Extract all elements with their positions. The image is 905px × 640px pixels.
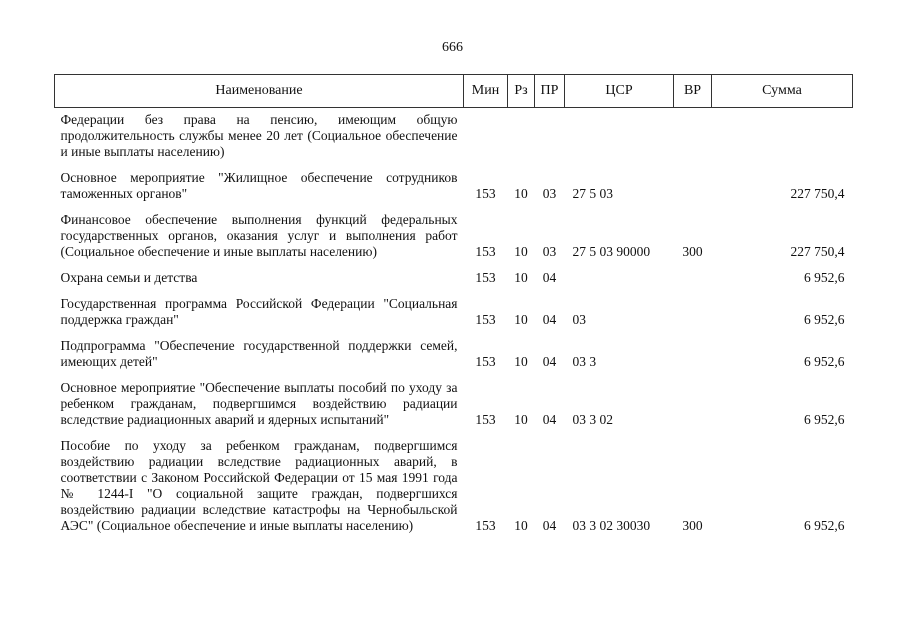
row-sum: 6 952,6 xyxy=(804,518,845,533)
row-csr: 03 3 02 xyxy=(572,412,613,427)
row-rz: 10 xyxy=(514,270,528,285)
row-sum: 6 952,6 xyxy=(804,412,845,427)
row-sum xyxy=(712,108,853,171)
row-pr: 04 xyxy=(542,312,557,327)
budget-table xyxy=(54,74,853,544)
table-row xyxy=(55,338,853,380)
row-sum: 227 750,4 xyxy=(790,244,845,259)
row-min xyxy=(464,108,508,171)
row-vr xyxy=(674,108,712,171)
row-min: 153 xyxy=(475,244,496,259)
row-csr: 03 3 xyxy=(572,354,597,369)
row-name: Охрана семьи и детства xyxy=(60,270,198,285)
row-pr: 04 xyxy=(542,412,557,427)
row-vr xyxy=(674,296,712,338)
row-csr: 27 5 03 xyxy=(572,186,613,201)
row-min: 153 xyxy=(475,312,496,327)
row-sum: 6 952,6 xyxy=(804,270,845,285)
row-pr xyxy=(535,108,565,171)
row-min: 153 xyxy=(475,412,496,427)
row-vr xyxy=(674,270,712,296)
row-vr xyxy=(674,338,712,380)
table-row xyxy=(55,296,853,338)
row-rz: 10 xyxy=(514,186,528,201)
row-name: Федерации без права на пенсию, имеющим общую продолжительность службы менее 20 лет (Социальное обеспечение и иные выплаты населению) xyxy=(60,112,458,159)
row-vr xyxy=(674,380,712,438)
row-rz xyxy=(508,108,535,171)
row-name: Основное мероприятие "Жилищное обеспечение сотрудников таможенных органов" xyxy=(60,170,458,201)
table-header-row xyxy=(55,75,853,108)
row-min: 153 xyxy=(475,518,496,533)
row-sum: 6 952,6 xyxy=(804,354,845,369)
row-pr: 04 xyxy=(542,270,557,285)
row-min: 153 xyxy=(475,354,496,369)
row-csr xyxy=(565,270,674,296)
row-pr: 03 xyxy=(542,244,557,259)
row-sum: 6 952,6 xyxy=(804,312,845,327)
table-row xyxy=(55,170,853,212)
row-vr xyxy=(674,170,712,212)
row-rz: 10 xyxy=(514,518,528,533)
row-rz: 10 xyxy=(514,412,528,427)
row-min: 153 xyxy=(475,270,496,285)
row-pr: 03 xyxy=(542,186,557,201)
row-name: Пособие по уходу за ребенком гражданам, подвергшимся воздействию радиации вследствие радиационных аварий, в соответствии с Законом Российской Федерации от 15 мая 1991 года № 1244-I "О социальной защите граждан, подвергшихся воздействию радиации вследствие катастрофы на Чернобыльской АЭС" (Социальное обеспечение и иные выплаты населению) xyxy=(60,438,458,533)
header-name: Наименование xyxy=(55,75,464,108)
header-min: Мин xyxy=(464,75,508,108)
row-csr: 03 xyxy=(572,312,586,327)
table-row xyxy=(55,212,853,270)
row-pr: 04 xyxy=(542,518,557,533)
table-row xyxy=(55,438,853,544)
row-sum: 227 750,4 xyxy=(790,186,845,201)
row-rz: 10 xyxy=(514,312,528,327)
row-vr: 300 xyxy=(682,244,703,259)
row-name: Государственная программа Российской Федерации "Социальная поддержка граждан" xyxy=(60,296,458,327)
table-row xyxy=(55,108,853,171)
header-sum: Сумма xyxy=(712,75,853,108)
row-rz: 10 xyxy=(514,354,528,369)
row-csr xyxy=(565,108,674,171)
header-vr: ВР xyxy=(674,75,712,108)
row-csr: 27 5 03 90000 xyxy=(572,244,651,259)
table-row xyxy=(55,380,853,438)
row-vr: 300 xyxy=(682,518,703,533)
row-csr: 03 3 02 30030 xyxy=(572,518,651,533)
header-csr: ЦСР xyxy=(565,75,674,108)
row-rz: 10 xyxy=(514,244,528,259)
row-name: Финансовое обеспечение выполнения функций федеральных государственных органов, оказания услуг и выполнения работ (Социальное обеспечение и иные выплаты населению) xyxy=(60,212,458,259)
row-name: Основное мероприятие "Обеспечение выплаты пособий по уходу за ребенком гражданам, подвергшимся воздействию радиации вследствие радиационных аварий и ядерных испытаний" xyxy=(60,380,458,427)
row-pr: 04 xyxy=(542,354,557,369)
table-row xyxy=(55,270,853,296)
row-min: 153 xyxy=(475,186,496,201)
row-name: Подпрограмма "Обеспечение государственной поддержки семей, имеющих детей" xyxy=(60,338,458,369)
page-number: 666 xyxy=(442,40,463,55)
header-pr: ПР xyxy=(535,75,565,108)
header-rz: Рз xyxy=(508,75,535,108)
